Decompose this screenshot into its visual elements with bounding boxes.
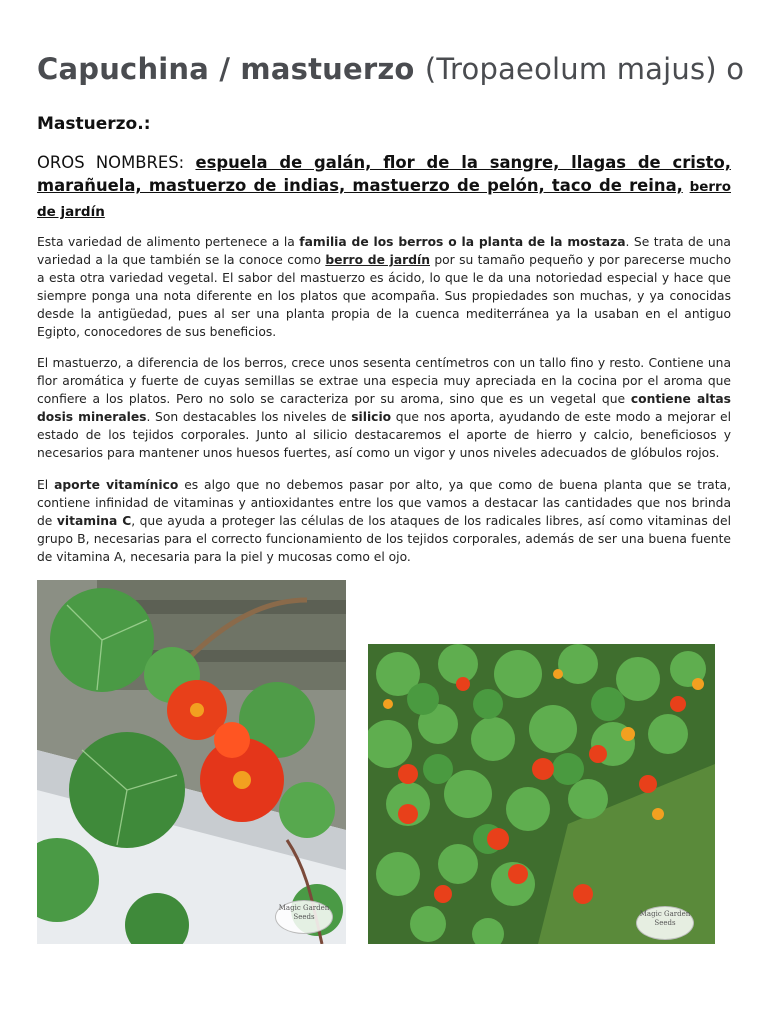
p3-bold-aporte: aporte vitamínico (54, 478, 179, 492)
watermark-seal: Magic Garden Seeds (636, 906, 694, 940)
p3-text-e: , que ayuda a proteger las células de los ataques de los radicales libres, así como vitaminas del grupo B, necesarias para el correcto funcionamiento de los tejidos corporales, además de ser una buena fuente de vitamina A, necesaria para la piel y mucosas como el ojo. (37, 514, 731, 564)
photo-patch-drawing (368, 644, 715, 944)
other-names-last: berro de jardín (37, 179, 731, 220)
paragraph-2 (37, 354, 731, 462)
other-names (37, 151, 731, 224)
subtitle (37, 114, 151, 134)
p1-text-c: . Se trata de una variedad a la que también se la conoce como (37, 235, 731, 267)
page-title (37, 52, 744, 86)
p2-bold-minerales: contiene altas dosis minerales (37, 392, 731, 424)
other-names-list: espuela de galán, flor de la sangre, llagas de cristo, marañuela, mastuerzo de indias, mastuerzo de pelón, taco de reina, (37, 153, 731, 195)
p3-text-a: El (37, 478, 55, 492)
p2-text-a: El mastuerzo, a diferencia de los berros, crece unos sesenta centímetros con un tallo fino y resto. Contiene una flor aromática y fuerte de cuyas semillas se extrae una especia muy apreciada en la cocina por el aroma que confiere a los platos. Pero no solo se caracteriza por su aroma, sino que es un vegetal que (37, 356, 731, 406)
watermark-seal: Magic Garden Seeds (275, 900, 333, 934)
p2-bold-silicio: silicio (351, 410, 392, 424)
photo-closeup-drawing (37, 580, 346, 944)
p3-bold-vitamina: vitamina C (56, 514, 132, 528)
paragraph-3 (37, 476, 731, 566)
paragraph-1 (37, 233, 731, 341)
p2-text-e: que nos aporta, ayudando de este modo a mejorar el estado de los tejidos corporales. Junto al silicio destacaremos el aporte de hierro y calcio, beneficiosos y necesarios para mantener unos huesos fuertes, así como un vigor y unos niveles adecuados de glóbulos rojos. (37, 410, 731, 460)
other-names-label: OROS NOMBRES: (37, 153, 185, 172)
p1-text-a: Esta variedad de alimento pertenece a la (37, 235, 300, 249)
p3-text-c: es algo que no debemos pasar por alto, ya que como de buena planta que se trata, contiene infinidad de vitaminas y antioxidantes entre los que vamos a destacar las cantidades que nos brinda de (37, 478, 731, 528)
p1-link-berro: berro de jardín (325, 253, 430, 267)
subtitle-rest: .: (137, 114, 151, 134)
photo-nasturtium-closeup (37, 580, 346, 944)
p1-text-e: por su tamaño pequeño y por parecerse mucho a esta otra variedad vegetal. El sabor del mastuerzo es ácido, lo que le da una notoriedad especial y hace que siempre ponga una nota diferente en los platos que acompaña. Sus propiedades son muchas, y ya conocidas desde la antigüedad, pues al ser una planta propia de la cuenca mediterránea ya la usaban en el antiguo Egipto, conocedores de sus beneficios. (37, 253, 731, 339)
title-scientific: (Tropaeolum majus) o (424, 52, 745, 86)
photo-nasturtium-patch (368, 644, 715, 944)
subtitle-bold: Mastuerzo (37, 114, 138, 134)
title-main: Capuchina / mastuerzo (37, 52, 415, 86)
p1-bold-family: familia de los berros o la planta de la mostaza (299, 235, 626, 249)
p2-text-c: . Son destacables los niveles de (146, 410, 352, 424)
